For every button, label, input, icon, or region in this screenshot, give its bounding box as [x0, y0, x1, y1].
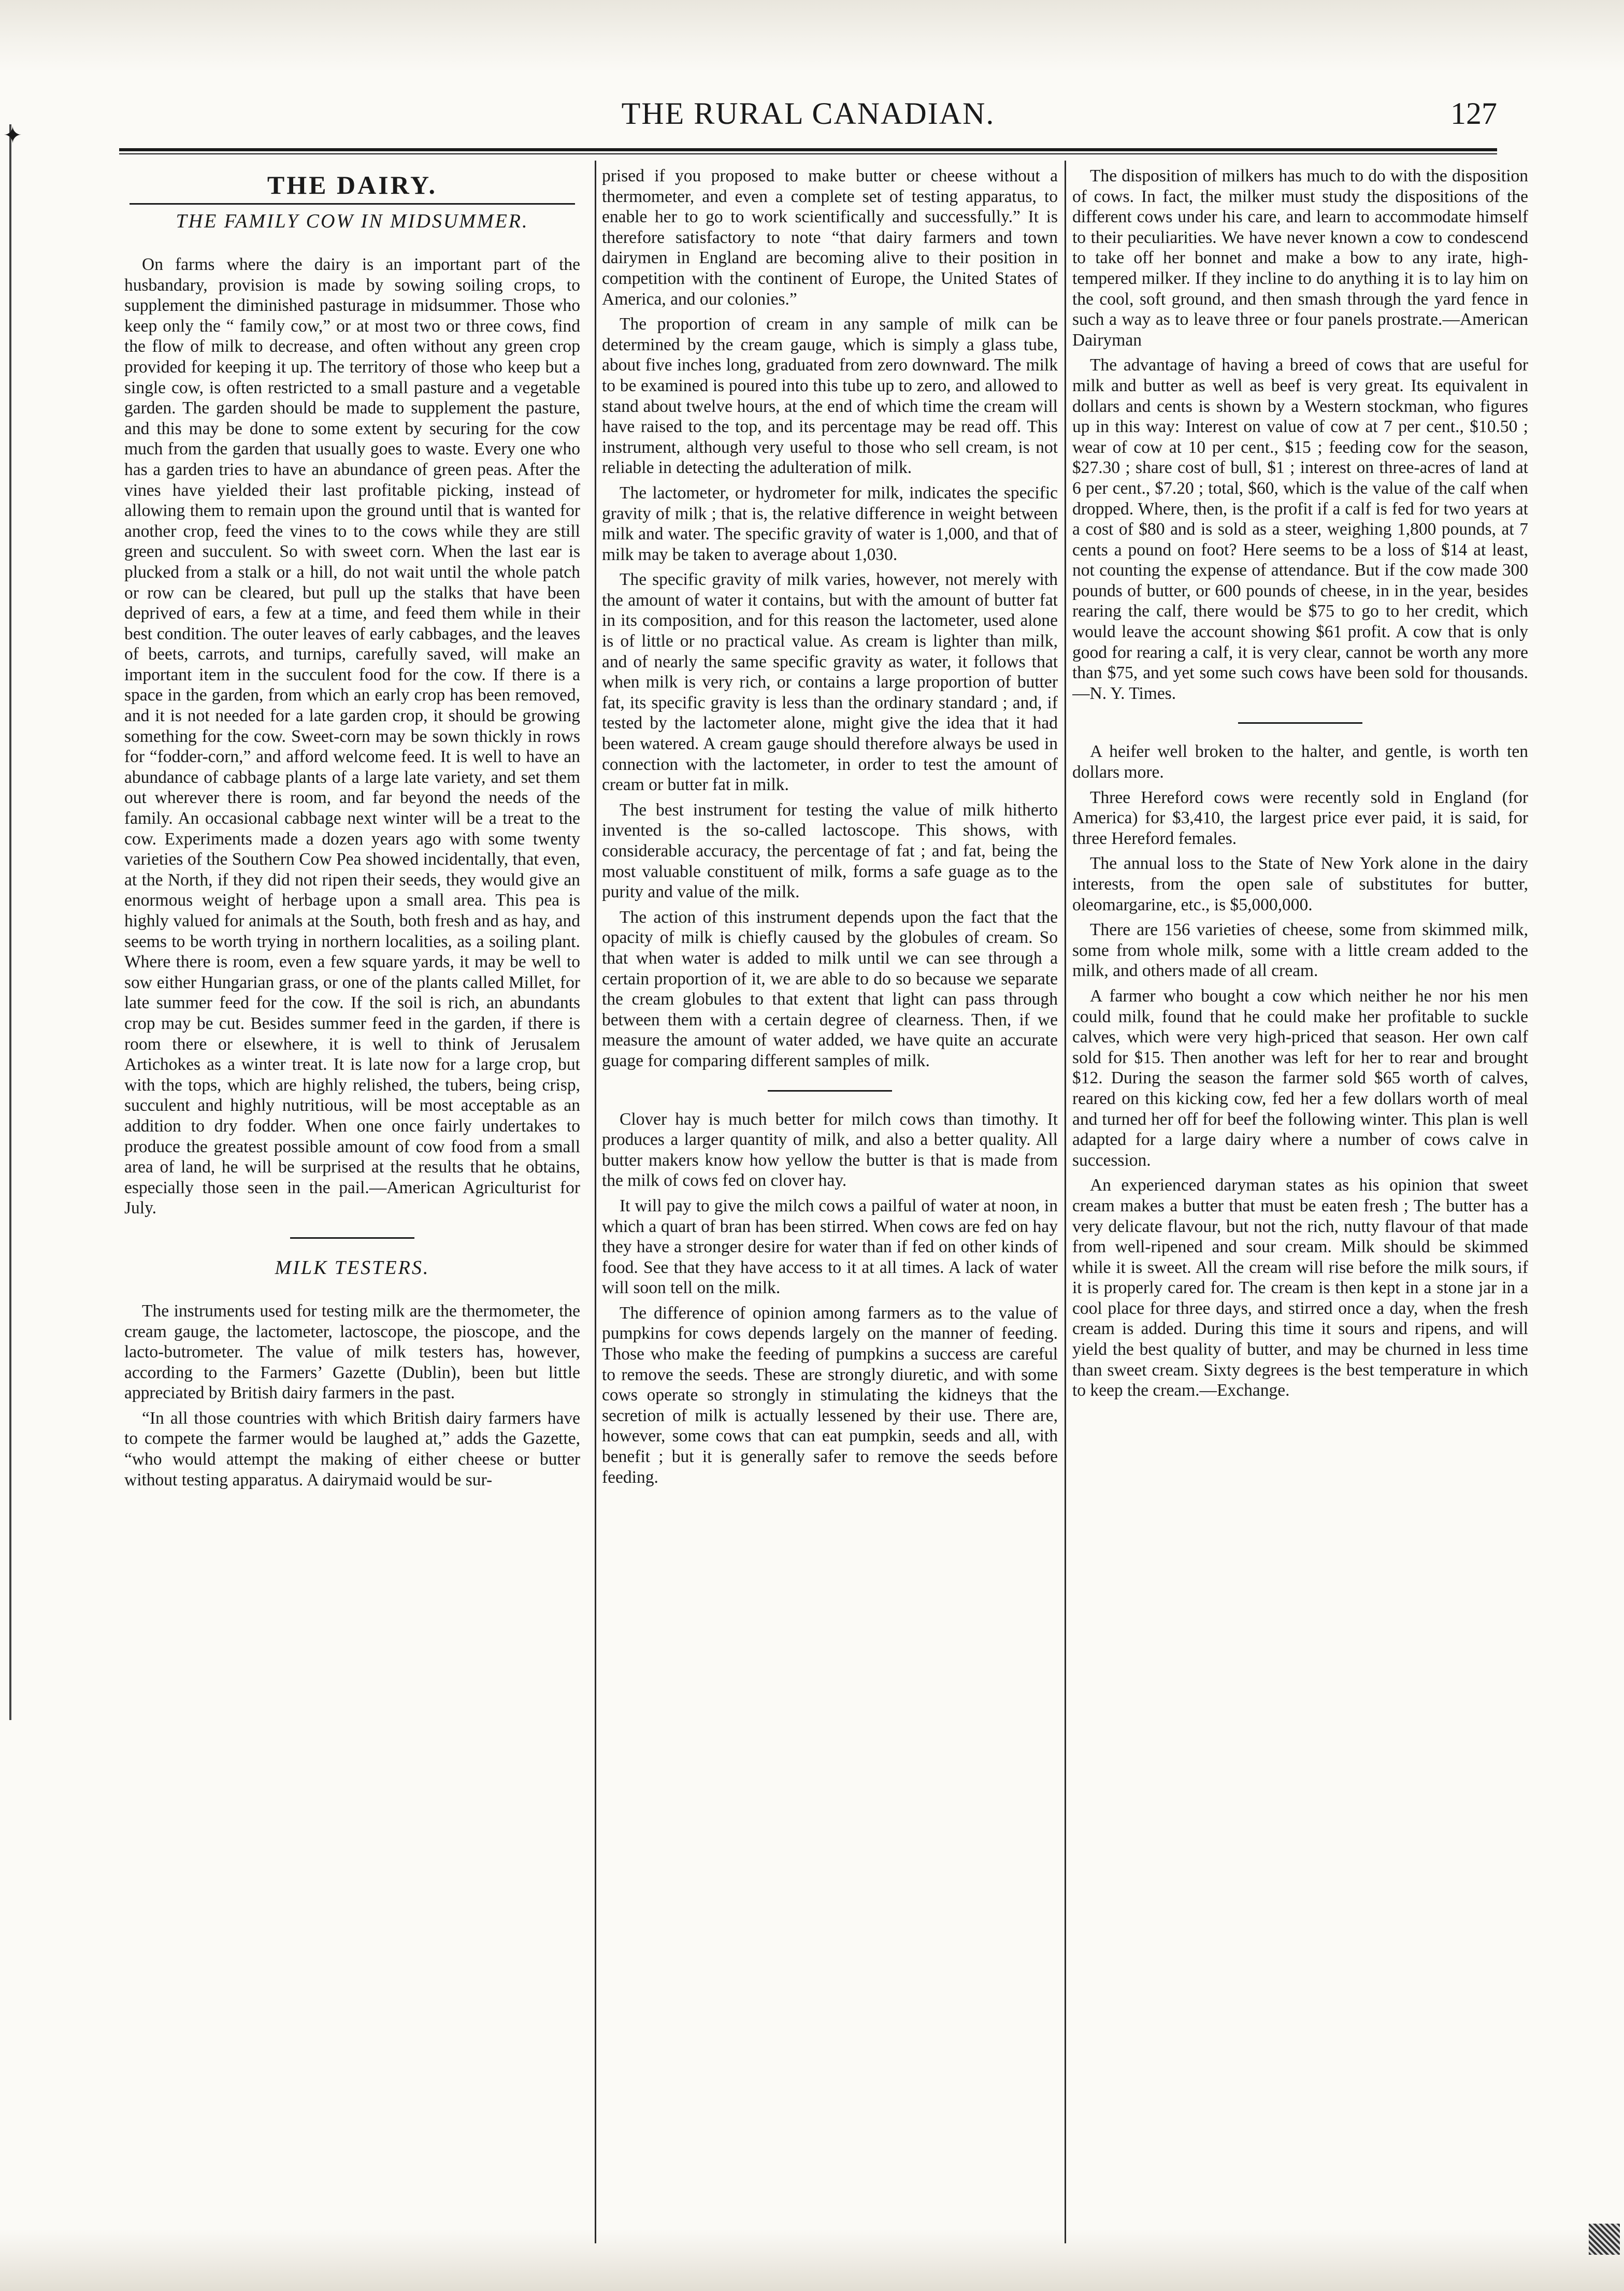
article-paragraph: The action of this instrument depends upon the fact that the opacity of milk is chiefly caused by the globules of cream. So that when water is added to milk until we can see through a certain proportion of it, we are able to do so because we separate the cream globules to that extent that light can pass through between them with a certain degree of clearness. Then, if we measure the amount of water added, we have quite an accurate guage for comparing different samples of milk.	[602, 907, 1058, 1070]
page-bottom-edge	[0, 2229, 1624, 2291]
article-title-family-cow: THE FAMILY COW IN MIDSUMMER.	[176, 210, 529, 232]
column-3	[1072, 166, 1528, 2238]
scan-barcode-mark	[1589, 2224, 1620, 2255]
column-1	[124, 166, 580, 2238]
article-paragraph: The annual loss to the State of New York alone in the dairy interests, from the open sale of substitutes for butter, oleomargarine, etc., is $5,000,000.	[1072, 854, 1528, 914]
department-rule	[130, 203, 575, 205]
article-title-milk-testers: MILK TESTERS.	[275, 1256, 430, 1279]
article-paragraph: A farmer who bought a cow which neither he nor his men could milk, found that he could make her profitable to suckle calves, which were very high-priced that season. Her own calf sold for $15. Then another was left for her to rear and brought $12. During the season the farmer sold $65 worth of calves, reared on this kicking cow, fed her a few dollars worth of meal and turned her off for beef the following winter. This plan is well adapted for a large dairy where a number of cows calve in succession.	[1072, 986, 1528, 1170]
article-paragraph: The instruments used for testing milk are the thermometer, the cream gauge, the lactometer, lactoscope, the pioscope, and the lacto-butrometer. The value of milk testers has, however, according to the Farmers’ Gazette (Dublin), been but little appreciated by British dairy farmers in the past.	[124, 1301, 580, 1403]
article-divider	[768, 1090, 892, 1092]
column-rule-2	[1065, 161, 1066, 2243]
page-number: 127	[1450, 96, 1497, 131]
article-paragraph: prised if you proposed to make butter or cheese without a thermometer, and even a complete set of testing apparatus, to enable her to go to work scientifically and successfully.” It is therefore satisfactory to note “that dairy farmers and town dairymen in England are becoming alive to their position in competition with the continent of Europe, the United States of America, and our colonies.”	[602, 166, 1058, 309]
article-paragraph: The disposition of milkers has much to do with the disposition of cows. In fact, the milker must study the dispositions of the different cows under his care, and learn to accommodate himself to their peculiarities. We have never known a cow to condescend to take off her bonnet and make a bow to any irate, high-tempered milker. If they incline to do anything it is to lay him on the cool, soft ground, and then smash through the yard fence in such a way as to leave three or four panels prostrate.—American Dairyman	[1072, 166, 1528, 350]
header-rule	[119, 148, 1497, 154]
article-divider	[290, 1237, 414, 1239]
article-paragraph: The advantage of having a breed of cows that are useful for milk and butter as well as beef is very great. Its equivalent in dollars and cents is shown by a Western stockman, who figures up in this way: Interest on value of cow at 7 per cent., $10.50 ; wear of cow at 10 per cent., $15 ; feeding cow for the season, $27.30 ; share cost of bull, $1 ; interest on three-acres of land at 6 per cent., $7.20 ; total, $60, which is the value of the calf when dropped. Where, then, is the profit if a calf is fed for two years at a cost of $80 and is sold as a steer, weighing 1,800 pounds, at 7 cents a pound on foot? Here seems to be a loss of $14 at least, not counting the expense of attendance. But if the cow made 300 pounds of butter, or 600 pounds of cheese, in in the year, besides rearing the calf, there would be $75 to go to her credit, which would leave the account showing $61 profit. A cow that is only good for rearing a calf, it is very clear, cannot be worth any more than $75, and yet some such cows have been sold for thousands.—N. Y. Times.	[1072, 355, 1528, 703]
article-paragraph: The best instrument for testing the value of milk hitherto invented is the so-called lactoscope. This shows, with considerable accuracy, the percentage of fat ; and fat, being the most valuable constituent of milk, forms a safe guage as to the purity and value of the milk.	[602, 800, 1058, 902]
page-top-edge	[0, 0, 1624, 73]
article-paragraph: The specific gravity of milk varies, however, not merely with the amount of water it contains, but with the amount of butter fat in its composition, and for this reason the lactometer, used alone is of little or no practical value. As cream is lighter than milk, and of nearly the same specific gravity as water, it follows that when milk is very rich, or contains a large proportion of butter fat, its specific gravity is less than the ordinary standard ; and, if tested by the lactometer alone, might give the idea that it had been watered. A cream gauge should therefore always be used in connection with the lactometer, in order to test the amount of cream or butter fat in milk.	[602, 570, 1058, 795]
running-head: THE RURAL CANADIAN.	[621, 96, 995, 131]
article-divider	[1238, 722, 1362, 724]
article-paragraph: Clover hay is much better for milch cows than timothy. It produces a larger quantity of milk, and also a better quality. All butter makers know how yellow the butter is that is made from the milk of cows fed on clover hay.	[602, 1109, 1058, 1191]
article-paragraph: A heifer well broken to the halter, and gentle, is worth ten dollars more.	[1072, 742, 1528, 782]
column-rule-1	[595, 161, 596, 2243]
margin-arrow-icon: ✦	[3, 123, 22, 148]
binding-margin-mark	[9, 124, 11, 1720]
article-paragraph: On farms where the dairy is an important part of the husbandary, provision is made by sowing soiling crops, to supplement the diminished pasturage in midsummer. Those who keep only the “ family cow,” or at most two or three cows, find the flow of milk to decrease, and often without any green crop provided for keeping it up. The territory of those who keep but a single cow, is often restricted to a small pasture and a vegetable garden. The garden should be made to supplement the pasture, and this may be done to some extent by securing for the cow much from the garden that usually goes to waste. Every one who has a garden tries to have an abundance of green peas. After the vines have yielded their last profitable picking, instead of allowing them to remain upon the ground until that is wanted for another crop, feed the vines to to the cows while they are still green and succulent. So with sweet corn. When the last ear is plucked from a stalk or a hill, do not wait until the whole patch or row can be cleared, but pull up the stalks that have been deprived of ears, a few at a time, and feed them while in their best condition. The outer leaves of early cabbages, and the leaves of beets, carrots, and turnips, carefully saved, will make an important item in the succulent food for the cow. If there is a space in the garden, from which an early crop has been removed, and it is not needed for a late garden crop, it should be growing something for the cow. Sweet-corn may be sown thickly in rows for “fodder-corn,” and afford welcome feed. It is well to have an abundance of cabbage plants of a large late variety, and set them out wherever there is room, and far beyond the needs of the family. An occasional cabbage next winter will be a treat to the cow. Experiments made a dozen years ago with some twenty varieties of the Southern Cow Pea showed incidentally, that even, at the North, if they did not ripen their seeds, they would give an enormous weight of herbage upon a small area. This pea is highly valued for animals at the South, both fresh and as hay, and seems to be worth trying in northern localities, as a soiling plant. Where there is room, even a few square yards, it may be well to sow either Hungarian grass, or one of the plants called Millet, for late summer feed for the cow. If the soil is rich, an abundants crop may be cut. Besides summer feed in the garden, if there is room there or elsewhere, it is well to think of Jerusalem Artichokes as a winter treat. It is late now for a large crop, but with the tops, which are highly relished, the tubers, being crisp, succulent and highly nutritious, will be most acceptable as an addition to dry fodder. When one once fairly undertakes to produce the greatest possible amount of cow food from a small area of land, he will be surprised at the results that he obtains, especially those seen in the pail.—American Agriculturist for July.	[124, 255, 580, 1218]
article-paragraph: The proportion of cream in any sample of milk can be determined by the cream gauge, which is simply a glass tube, about five inches long, graduated from zero downward. The milk to be examined is poured into this tube up to zero, and allowed to stand about twelve hours, at the end of which time the cream will have raised to the top, and its percentage may be read off. This instrument, although very useful to those who sell cream, is not reliable in detecting the adulteration of milk.	[602, 314, 1058, 478]
article-paragraph: The lactometer, or hydrometer for milk, indicates the specific gravity of milk ; that is, the relative difference in weight between milk and water. The specific gravity of water is 1,000, and that of milk may be taken to average about 1,030.	[602, 483, 1058, 564]
article-paragraph: Three Hereford cows were recently sold in England (for America) for $3,410, the largest price ever paid, it is said, for three Hereford females.	[1072, 787, 1528, 848]
article-paragraph: “In all those countries with which British dairy farmers have to compete the farmer would be laughed at,” adds the Gazette, “who would attempt the making of either cheese or butter without testing apparatus. A dairymaid would be sur-	[124, 1408, 580, 1490]
article-paragraph: An experienced daryman states as his opinion that sweet cream makes a butter that must be eaten fresh ; The butter has a very delicate flavour, but not the rich, nutty flavour of that made from well-ripened and sour cream. Milk should be skimmed while it is sweet. All the cream will rise before the milk sours, if it is properly cared for. The cream is then kept in a stone jar in a cool place for three days, and stirred once a day, when the fresh cream is added. During this time it sours and ripens, and will yield the best quality of butter, and may be churned in less time than sweet cream. Sixty degrees is the best temperature in which to keep the cream.—Exchange.	[1072, 1176, 1528, 1400]
article-paragraph: There are 156 varieties of cheese, some from skimmed milk, some from whole milk, some with a little cream added to the milk, and others made of all cream.	[1072, 920, 1528, 981]
article-paragraph: It will pay to give the milch cows a pailful of water at noon, in which a quart of bran has been stirred. When cows are fed on hay they have a stronger desire for water than if fed on other kinds of food. See that they have access to it at all times. A lack of water will soon tell on the milk.	[602, 1196, 1058, 1298]
page-header	[119, 96, 1497, 137]
column-2	[602, 166, 1058, 2238]
article-paragraph: The difference of opinion among farmers as to the value of pumpkins for cows depends largely on the manner of feeding. Those who make the feeding of pumpkins a success are careful to remove the seeds. These are strongly diuretic, and with some cows operate so strongly in stimulating the kidneys that the secretion of milk is actually lessened by their use. There are, however, some cows that can eat pumpkin, seeds and all, with benefit ; but it is generally safer to remove the seeds before feeding.	[602, 1303, 1058, 1487]
department-heading: THE DAIRY.	[267, 170, 438, 199]
